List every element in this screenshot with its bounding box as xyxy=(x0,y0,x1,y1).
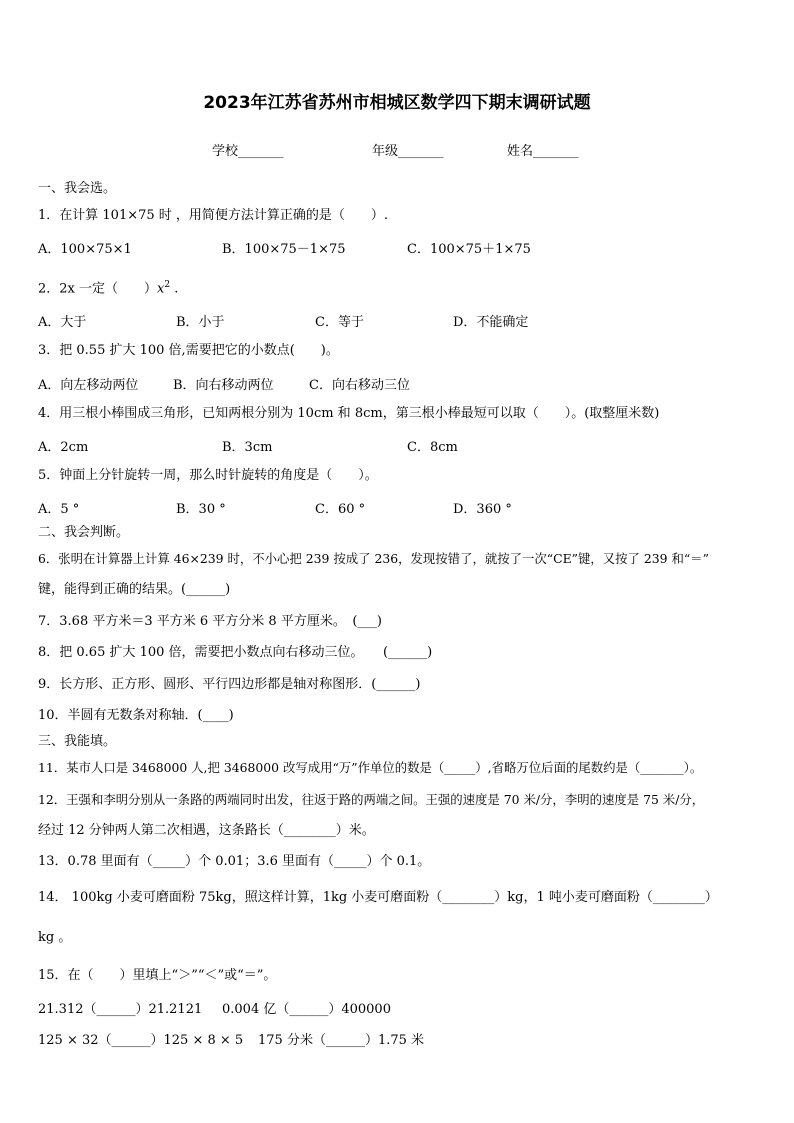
q2-option-d[interactable]: D．不能确定 xyxy=(453,315,529,330)
q5-option-d[interactable]: D．360 ° xyxy=(453,502,512,517)
question-10: 10．半圆有无数条对称轴．(____) xyxy=(38,708,234,723)
q15-compare-3: 125 × 32（______）125 × 8 × 5 xyxy=(38,1033,244,1048)
question-12-line-1: 12．王强和李明分别从一条路的两端同时出发，往返于路的两端之间。王强的速度是 70 米/分，李明的速度是 75 米/分， xyxy=(38,792,705,807)
q2-option-a[interactable]: A．大于 xyxy=(38,315,87,330)
q5-option-b[interactable]: B．30 ° xyxy=(176,502,226,517)
question-11: 11．某市人口是 3468000 人,把 3468000 改写成用“万”作单位的数是（_____）,省略万位后面的尾数约是（_______）。 xyxy=(38,760,703,775)
name-field[interactable]: 姓名_______ xyxy=(507,144,579,159)
question-14-line-1: 14． 100kg 小麦可磨面粉 75kg，照这样计算，1kg 小麦可磨面粉（________）kg，1 吨小麦可磨面粉（________） xyxy=(38,890,718,905)
question-6-line-1: 6．张明在计算器上计算 46×239 时，不小心把 239 按成了 236，发现按错了，就按了一次“CE”键，又按了 239 和“＝” xyxy=(38,551,709,566)
q2-option-b[interactable]: B．小于 xyxy=(176,315,225,330)
q5-option-c[interactable]: C．60 ° xyxy=(315,502,366,517)
question-9: 9．长方形、正方形、圆形、平行四边形都是轴对称图形．(______) xyxy=(38,677,421,692)
q3-option-b[interactable]: B．向右移动两位 xyxy=(173,378,274,393)
q5-option-a[interactable]: A．5 ° xyxy=(38,502,80,517)
q2-exponent: 2 xyxy=(164,280,171,290)
q2-stem-suffix: . xyxy=(170,281,179,297)
q15-compare-4: 175 分米（______）1.75 米 xyxy=(258,1033,425,1048)
section-heading-judge: 二、我会判断。 xyxy=(38,525,130,540)
q4-option-b[interactable]: B．3cm xyxy=(222,440,273,455)
question-7: 7．3.68 平方米＝3 平方米 6 平方分米 8 平方厘米。 (___) xyxy=(38,614,382,629)
question-3: 3．把 0.55 扩大 100 倍,需要把它的小数点( )。 xyxy=(38,343,339,358)
question-12-line-2: 经过 12 分钟两人第二次相遇，这条路长（________）米。 xyxy=(38,823,375,838)
q2-stem-prefix: 2．2x 一定（ ） xyxy=(38,281,158,297)
grade-field[interactable]: 年级_______ xyxy=(372,144,444,159)
question-1: 1．在计算 101×75 时 ，用简便方法计算正确的是（ ）. xyxy=(38,208,389,223)
q1-option-b[interactable]: B．100×75－1×75 xyxy=(222,242,346,257)
question-2 xyxy=(38,276,178,298)
question-15: 15．在（ ）里填上“＞”“＜”或“＝”。 xyxy=(38,968,277,983)
q2-variable: x xyxy=(157,281,165,297)
q4-option-a[interactable]: A．2cm xyxy=(38,440,89,455)
q1-option-c[interactable]: C．100×75＋1×75 xyxy=(407,242,531,257)
question-13: 13．0.78 里面有（_____）个 0.01；3.6 里面有（_____）个 0.1。 xyxy=(38,854,431,869)
question-14-line-2: kg 。 xyxy=(38,930,72,945)
page-title: 2023年江苏省苏州市相城区数学四下期末调研试题 xyxy=(203,93,591,113)
q4-option-c[interactable]: C．8cm xyxy=(407,440,458,455)
q1-option-a[interactable]: A．100×75×1 xyxy=(38,242,132,257)
section-heading-fill: 三、我能填。 xyxy=(38,734,117,749)
q3-option-a[interactable]: A．向左移动两位 xyxy=(38,378,139,393)
section-heading-choice: 一、我会选。 xyxy=(38,181,117,196)
question-6-line-2: 键，能得到正确的结果。(______) xyxy=(38,582,231,597)
question-8: 8．把 0.65 扩大 100 倍，需要把小数点向右移动三位。 (______) xyxy=(38,645,433,660)
q15-compare-1: 21.312（______）21.2121 xyxy=(38,1002,203,1017)
q3-option-c[interactable]: C．向右移动三位 xyxy=(309,378,410,393)
q15-compare-2: 0.004 亿（______）400000 xyxy=(222,1002,391,1017)
q2-option-c[interactable]: C．等于 xyxy=(315,315,364,330)
school-field[interactable]: 学校_______ xyxy=(212,144,284,159)
question-4: 4．用三根小棒围成三角形，已知两根分别为 10cm 和 8cm，第三根小棒最短可以取（ ）。(取整厘米数) xyxy=(38,406,660,421)
question-5: 5．钟面上分针旋转一周，那么时针旋转的角度是（ ）。 xyxy=(38,468,378,483)
